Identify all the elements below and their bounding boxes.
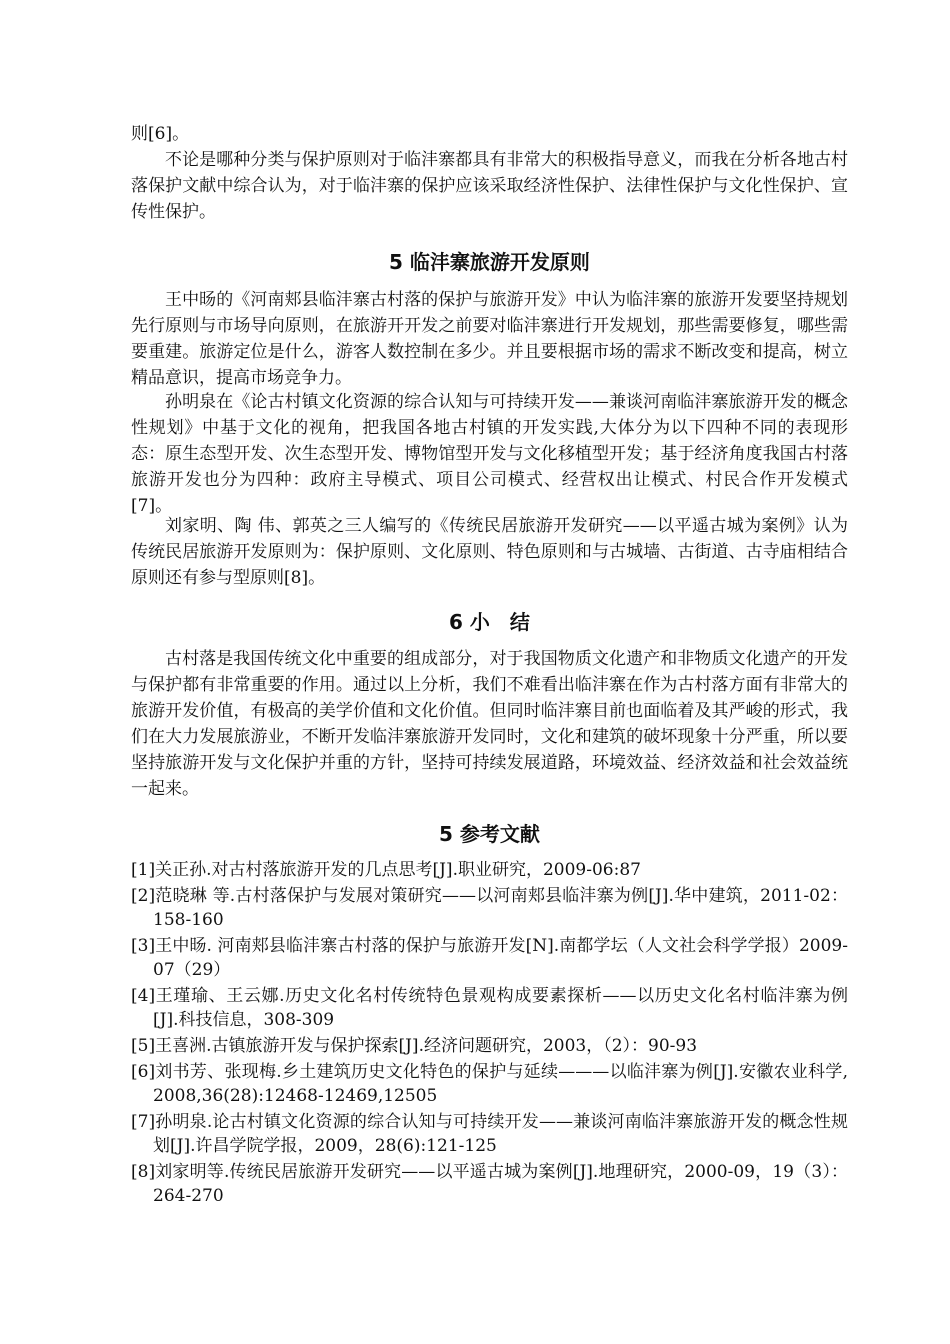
- reference-item: [4]王瑾瑜、王云娜.历史文化名村传统特色景观构成要素探析——以历史文化名村临沣寨为例[J].科技信息，308-309: [131, 986, 848, 1030]
- reference-item: [1]关正孙.对古村落旅游开发的几点思考[J].职业研究，2009-06:87: [131, 860, 641, 880]
- reference-list: [131, 858, 848, 1210]
- intro-continuation: 则[6]。: [131, 124, 190, 144]
- intro-paragraph: 不论是哪种分类与保护原则对于临沣寨都具有非常大的积极指导意义，而我在分析各地古村落保护文献中综合认为，对于临沣寨的保护应该采取经济性保护、法律性保护与文化性保护、宣传性保护。: [131, 150, 848, 222]
- section-6-heading: 6 小 结: [449, 610, 530, 634]
- section-5-paragraph-1: 王中旸的《河南郏县临沣寨古村落的保护与旅游开发》中认为临沣寨的旅游开发要坚持规划先行原则与市场导向原则，在旅游开开发之前要对临沣寨进行开发规划，那些需要修复，哪些需要重建。旅游定位是什么，游客人数控制在多少。并且要根据市场的需求不断改变和提高，树立精品意识，提高市场竞争力。: [131, 290, 848, 388]
- reference-item: [6]刘书芳、张现梅.乡土建筑历史文化特色的保护与延续———以临沣寨为例[J].安徽农业科学, 2008,36(28):12468-12469,12505: [131, 1062, 848, 1106]
- reference-item: [7]孙明泉.论古村镇文化资源的综合认知与可持续开发——兼谈河南临沣寨旅游开发的概念性规划[J].许昌学院学报，2009，28(6):121-125: [131, 1112, 848, 1156]
- reference-item: [2]范晓琳 等.古村落保护与发展对策研究——以河南郏县临沣寨为例[J].华中建筑，2011-02：158-160: [131, 886, 848, 930]
- section-6-paragraph: 古村落是我国传统文化中重要的组成部分，对于我国物质文化遗产和非物质文化遗产的开发与保护都有非常重要的作用。通过以上分析，我们不难看出临沣寨在作为古村落方面有非常大的旅游开发价值，有极高的美学价值和文化价值。但同时临沣寨目前也面临着及其严峻的形式，我们在大力发展旅游业，不断开发临沣寨旅游开发同时，文化和建筑的破坏现象十分严重，所以要坚持旅游开发与文化保护并重的方针，坚持可持续发展道路，环境效益、经济效益和社会效益统一起来。: [131, 649, 848, 799]
- section-5-heading: 5 临沣寨旅游开发原则: [389, 250, 590, 274]
- reference-item: [5]王喜洲.古镇旅游开发与保护探索[J].经济问题研究，2003，（2）：90-93: [131, 1036, 698, 1056]
- references-heading: 5 参考文献: [439, 822, 540, 846]
- reference-item: [8]刘家明等.传统民居旅游开发研究——以平遥古城为案例[J].地理研究，2000-09，19（3）：264-270: [131, 1162, 848, 1206]
- reference-item: [3]王中旸. 河南郏县临沣寨古村落的保护与旅游开发[N].南都学坛（人文社会科学学报）2009-07（29）: [131, 936, 848, 980]
- section-5-paragraph-3: 刘家明、陶 伟、郭英之三人编写的《传统民居旅游开发研究——以平遥古城为案例》认为传统民居旅游开发原则为：保护原则、文化原则、特色原则和与古城墙、古街道、古寺庙相结合原则还有参与型原则[8]。: [131, 516, 848, 588]
- section-5-paragraph-2: 孙明泉在《论古村镇文化资源的综合认知与可持续开发——兼谈河南临沣寨旅游开发的概念性规划》中基于文化的视角，把我国各地古村镇的开发实践,大体分为以下四种不同的表现形态：原生态型开发、次生态型开发、博物馆型开发与文化移植型开发；基于经济角度我国古村落旅游开发也分为四种：政府主导模式、项目公司模式、经营权出让模式、村民合作开发模式[7]。: [131, 392, 848, 516]
